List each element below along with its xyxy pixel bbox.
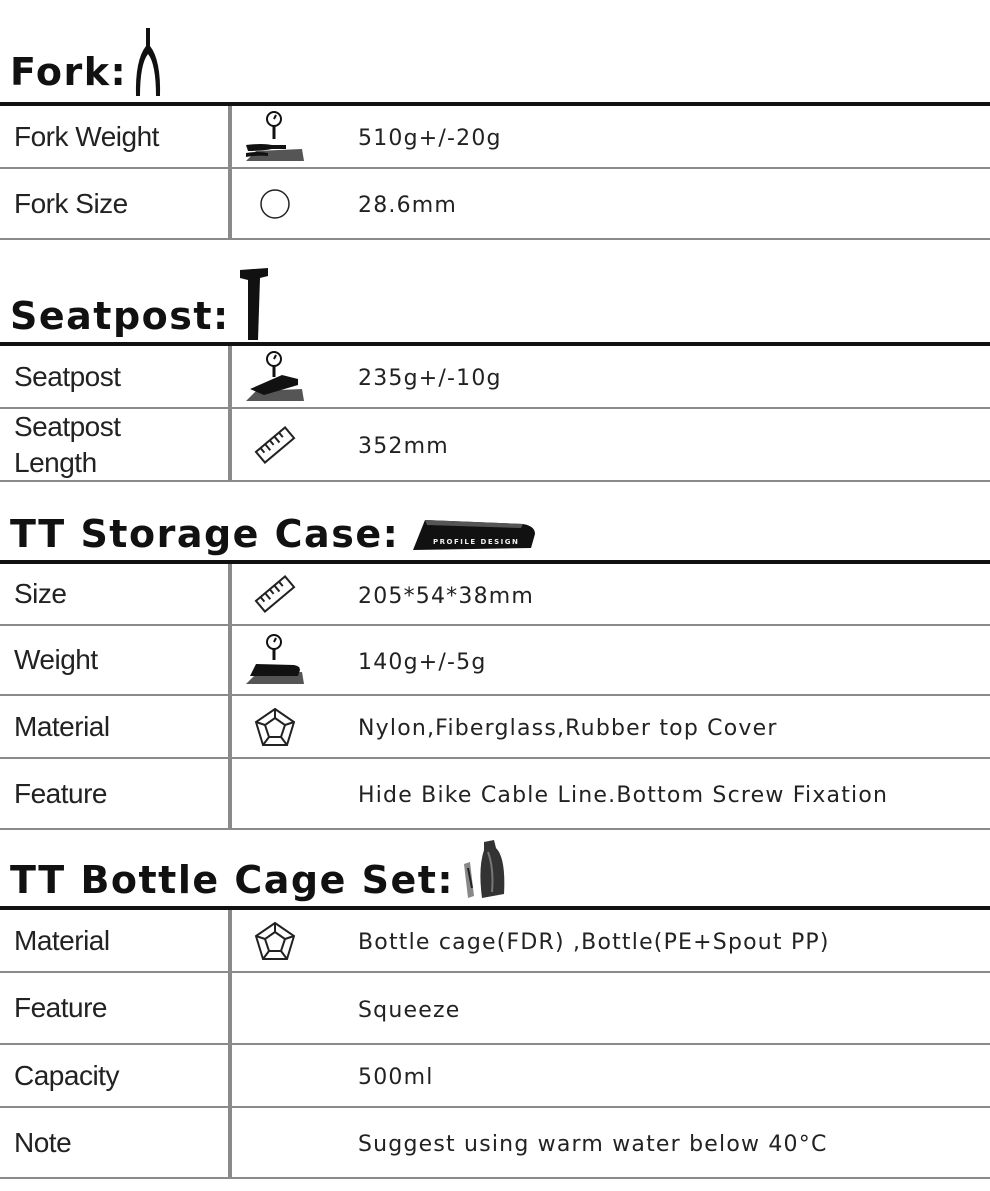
spec-row xyxy=(0,409,990,480)
spec-row xyxy=(0,973,990,1043)
seatpost-icon xyxy=(238,266,270,342)
case-brand-text: PROFILE DESIGN xyxy=(433,538,520,546)
spec-label: Capacity xyxy=(14,1059,119,1091)
scale-case-icon xyxy=(240,626,310,694)
spec-label: Size xyxy=(14,578,67,609)
spec-value: 28.6mm xyxy=(358,193,458,218)
material-icon xyxy=(240,696,310,757)
spec-label: Material xyxy=(14,710,110,742)
spec-label: Fork Weight xyxy=(14,120,159,152)
spec-value: 500ml xyxy=(358,1065,434,1090)
spec-row xyxy=(0,169,990,238)
spec-row xyxy=(0,626,990,694)
section-title-text: Fork: xyxy=(10,50,128,94)
spec-row xyxy=(0,1045,990,1106)
scale-seatpost-icon xyxy=(240,346,310,407)
ruler-icon xyxy=(240,409,310,480)
fork-icon xyxy=(133,26,163,98)
material-icon xyxy=(240,910,310,971)
section-title-seatpost xyxy=(10,262,270,342)
spec-row xyxy=(0,564,990,624)
section-title-text: Seatpost: xyxy=(10,294,230,338)
section-title-storage-case xyxy=(10,508,537,560)
ruler-icon xyxy=(240,564,310,624)
spec-row xyxy=(0,910,990,971)
spec-row xyxy=(0,759,990,828)
section-title-text: TT Bottle Cage Set: xyxy=(10,858,455,902)
scale-fork-icon xyxy=(240,106,310,167)
spec-row xyxy=(0,346,990,407)
spec-value: Suggest using warm water below 40°C xyxy=(358,1132,828,1157)
section-title-bottle-cage xyxy=(10,838,508,906)
bottle-cage-icon xyxy=(460,838,508,900)
spec-label: Feature xyxy=(14,777,107,809)
spec-value: Hide Bike Cable Line.Bottom Screw Fixation xyxy=(358,783,889,808)
spec-value: 235g+/-10g xyxy=(358,366,502,391)
spec-row xyxy=(0,106,990,167)
section-title-fork xyxy=(10,24,163,98)
spec-value: 510g+/-20g xyxy=(358,126,502,151)
storage-case-icon xyxy=(411,516,537,552)
spec-value: Bottle cage(FDR) ,Bottle(PE+Spout PP) xyxy=(358,930,830,955)
circle-icon xyxy=(240,169,310,238)
spec-label: Material xyxy=(14,924,110,956)
spec-label: Seatpost xyxy=(14,360,121,392)
spec-value: Squeeze xyxy=(358,997,461,1023)
spec-row xyxy=(0,1108,990,1177)
spec-value: Nylon,Fiberglass,Rubber top Cover xyxy=(358,716,778,741)
spec-row xyxy=(0,696,990,757)
spec-value: 205*54*38mm xyxy=(358,583,535,609)
section-title-text: TT Storage Case: xyxy=(10,512,400,556)
spec-value: 140g+/-5g xyxy=(358,649,487,675)
spec-label: Note xyxy=(14,1126,72,1158)
spec-label: Fork Size xyxy=(14,187,128,219)
spec-label: Feature xyxy=(14,992,107,1023)
spec-value: 352mm xyxy=(358,434,449,459)
spec-label: Seatpost Length xyxy=(14,410,121,478)
spec-label: Weight xyxy=(14,644,98,675)
